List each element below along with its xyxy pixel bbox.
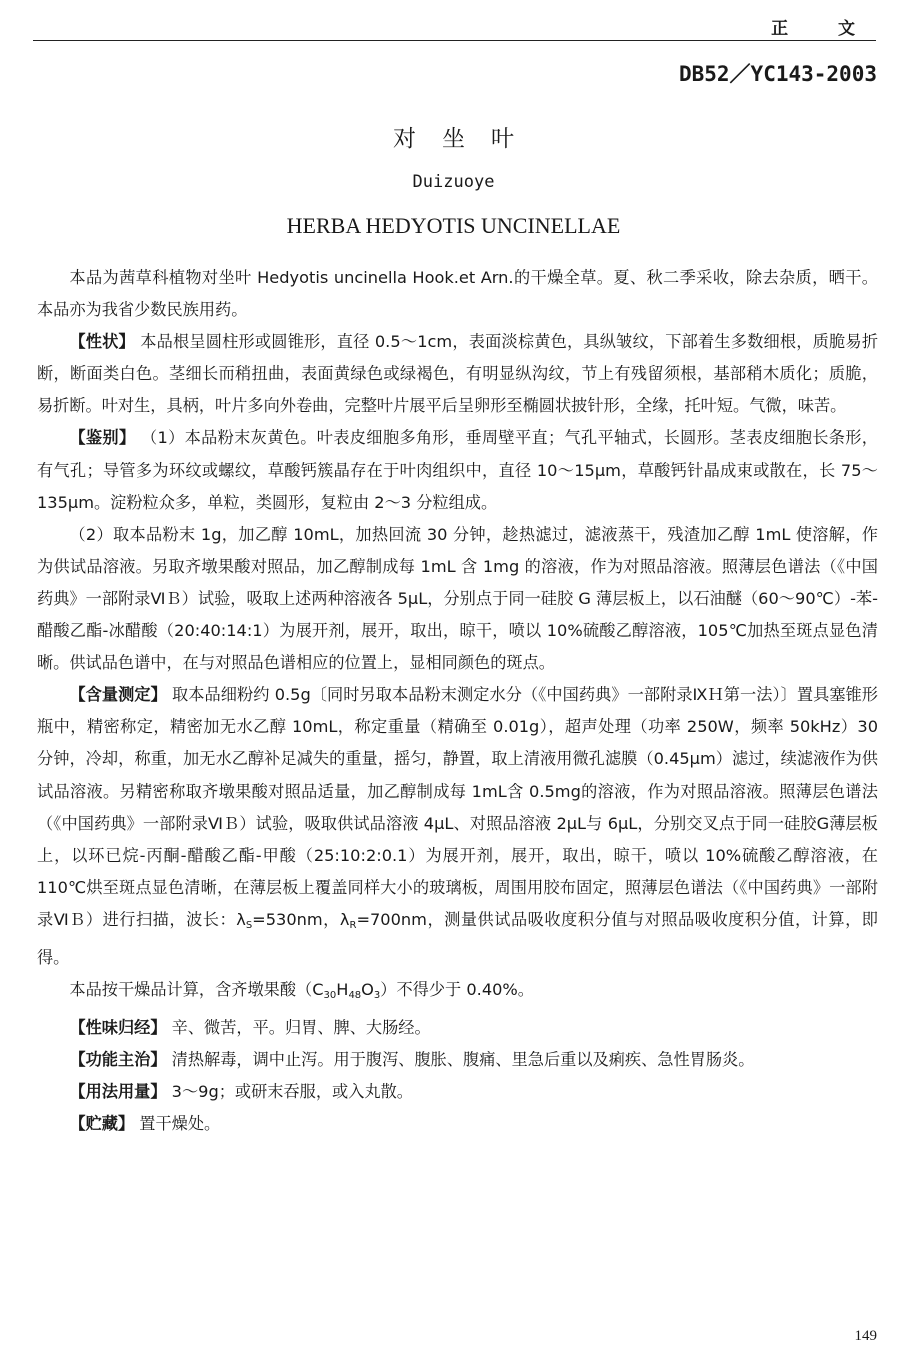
property-paragraph: 【性味归经】 辛、微苦，平。归胃、脾、大肠经。: [69, 1018, 431, 1038]
assay-paragraph: 【含量测定】 取本品细粉约 0.5g〔同时另取本品粉末测定水分（《中国药典》一部附录ⅨＨ第一法）〕置具塞锥形瓶中，精密称定，精密加无水乙醇 10mL，称定重量（精确至 0.01g），超声处理（功率 250W，频率 50kHz）30 分钟，冷却，称重，加无水乙醇补足减失的重量，摇匀，静置，取上清液用微孔滤膜（0.45μm）滤过，续滤液作为供试品溶液。另精密称取齐墩果酸对照品适量，加乙醇制成每 1mL含 0.5mg的溶液，作为对照品溶液。照薄层色谱法（《中国药典》一部附录ⅥＢ）试验，吸取供试品溶液 4μL、对照品溶液 2μL与 6μL，分别交叉点于同一硅胶G薄层板上，以环已烷-丙酮-醋酸乙酯-甲酸（25:10:2:0.1）为展开剂，展开，取出，晾干，喷以 10%硫酸乙醇溶液，在 110℃烘至斑点显色清晰，在薄层板上覆盖同样大小的玻璃板，周围用胶布固定，照薄层色谱法（《中国药典》一部附录ⅥＢ）进行扫描，波长：$\lambda_S=530nm$，$\lambda_R=700nm$，测量供试品吸收度积分值与对照品吸收度积分值，计算，即得。: [37, 685, 878, 967]
assay-limit-paragraph: 本品按干燥品计算，含齐墩果酸$(C_{30}H_{48}O_3)$不得少于 0.40%。: [69, 980, 534, 1002]
standard-code: DB52／YC143-2003: [678, 62, 877, 86]
title-chinese: 对坐叶: [393, 126, 540, 152]
section-label-zhucang: 【贮藏】: [69, 1114, 135, 1134]
header-divider: [33, 40, 876, 41]
section-label-yongfa: 【用法用量】: [69, 1082, 167, 1102]
section-label-xingwei: 【性味归经】: [69, 1018, 167, 1038]
description-paragraph: 【性状】 本品根呈圆柱形或圆锥形，直径 0.5～1cm，表面淡棕黄色，具纵皱纹，下部着生多数细根，质脆易折断，断面类白色。茎细长而稍扭曲，表面黄绿色或绿褐色，有明显纵沟纹，节上有残留须根，基部稍木质化；质脆，易折断。叶对生，具柄，叶片多向外卷曲，完整叶片展平后呈卵形至椭圆状披针形，全缘，托叶短。气微，味苦。: [37, 332, 879, 416]
section-label-gongneng: 【功能主治】: [69, 1050, 167, 1070]
storage-paragraph: 【贮藏】 置干燥处。: [69, 1114, 221, 1134]
section-label-jianbie: 【鉴别】: [69, 428, 136, 448]
intro-paragraph: 本品为茜草科植物对坐叶 Hedyotis uncinella Hook.et Arn.的干燥全草。夏、秋二季采收，除去杂质，晒干。本品亦为我省少数民族用药。: [37, 268, 878, 320]
section-label-xingzhuang: 【性状】: [69, 332, 135, 352]
section-label: 正 文: [771, 19, 877, 39]
dosage-paragraph: 【用法用量】 3～9g；或研末吞服，或入丸散。: [69, 1082, 413, 1102]
identification-paragraph-2: （2）取本品粉末 1g，加乙醇 10mL，加热回流 30 分钟，趁热滤过，滤液蒸干，残渣加乙醇 1mL 使溶解，作为供试品溶液。另取齐墩果酸对照品，加乙醇制成每 1mL 含 1mg 的溶液，作为对照品溶液。照薄层色谱法（《中国药典》一部附录ⅥＢ）试验，吸取上述两种溶液各 5μL，分别点于同一硅胶 G 薄层板上，以石油醚（60～90℃）-苯-醋酸乙酯-冰醋酸（20:40:14:1）为展开剂，展开，取出，晾干，喷以 10%硫酸乙醇溶液，105℃加热至斑点显色清晰。供试品色谱中，在与对照品色谱相应的位置上，显相同颜色的斑点。: [37, 524, 878, 673]
monograph-body: [37, 262, 878, 1141]
title-pinyin: Duizuoye: [412, 172, 495, 192]
section-label-hanliang: 【含量测定】: [69, 685, 167, 705]
page-number: 149: [854, 1328, 877, 1344]
title-latin: HERBA HEDYOTIS UNCINELLAE: [286, 213, 621, 238]
function-paragraph: 【功能主治】 清热解毒，调中止泻。用于腹泻、腹胀、腹痛、里急后重以及痢疾、急性胃肠炎。: [69, 1050, 755, 1070]
identification-paragraph-1: 【鉴别】 （1）本品粉末灰黄色。叶表皮细胞多角形，垂周壁平直；气孔平轴式，长圆形。茎表皮细胞长条形，有气孔；导管多为环纹或螺纹，草酸钙簇晶存在于叶肉组织中，直径 10～15μm，草酸钙针晶成束或散在，长 75～135μm。淀粉粒众多，单粒，类圆形，复粒由 2～3 分粒组成。: [37, 428, 878, 512]
